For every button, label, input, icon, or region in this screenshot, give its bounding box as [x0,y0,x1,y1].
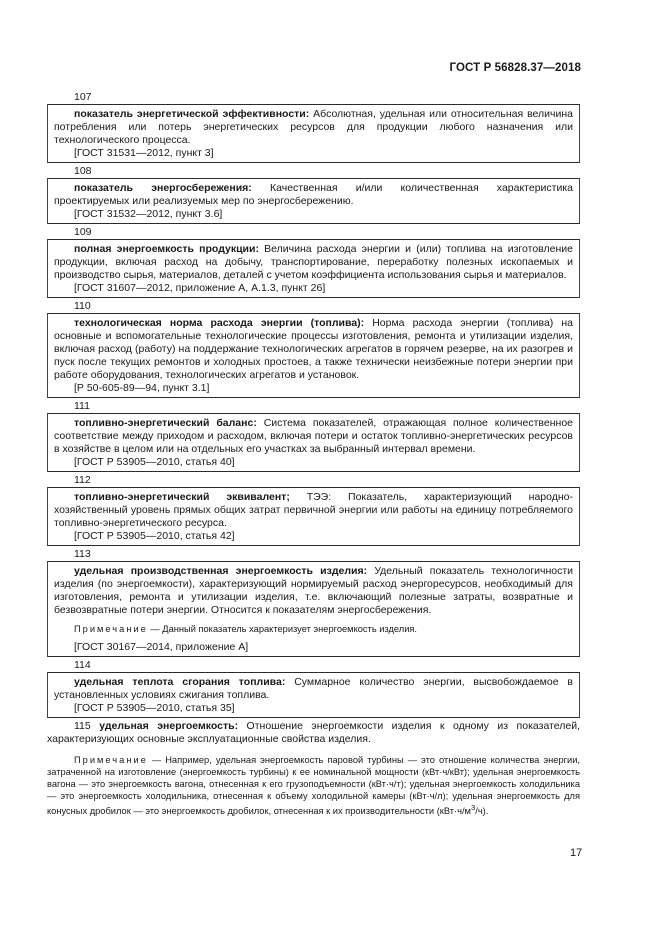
term-entry-113 [47,561,580,657]
term-definition [54,491,573,530]
term-entry-109 [47,239,580,298]
definition-text: Абсолютная, удельная или относительная величина потребления или потерь энергетических ресурсов для продукции любого назначения или технологического процесса. [54,108,574,146]
term-name: показатель энергосбережения: [74,182,252,194]
term-definition [54,417,573,456]
note-text-end: /ч). [475,806,489,817]
term-definition [54,243,573,282]
term-definition [54,108,573,147]
entry-number: 107 [74,91,92,103]
definition-text: Качественная и/или количественная характеристика проектируемых или реализуемых мер по энергосбережению. [54,182,573,207]
note-label: Примечание [74,624,148,634]
definition-text: Величина расхода энергии и (или) топлива на изготовление продукции, включая расход на добычу, транспортирование, переработку полезных ископаемых и производство сырья, материалов, деталей с учетом коэффициента использования сырья и материалов. [54,243,573,281]
term-entry-114 [47,672,580,718]
term-name: удельная энергоемкость: [99,720,239,732]
term-entry-115 [47,720,580,746]
note-label: Примечание [74,755,148,765]
term-source: [ГОСТ Р 53905—2010, статья 35] [74,702,235,714]
entry-number: 115 [74,720,91,732]
term-definition [54,676,573,702]
term-source: [ГОСТ Р 53905—2010, статья 40] [74,456,235,468]
term-entry-112 [47,487,580,546]
definition-text: Отношение энергоемкости изделия к одному из показателей, характеризующих основные эксплуатационные свойства изделия. [47,720,580,745]
definition-text: ТЭЭ: Показатель, характеризующий народно-хозяйственный уровень прямых общих затрат первичной энергии или работы на единицу потребляемого топливно-энергетического ресурса. [54,491,573,529]
term-source: [Р 50-605-89—94, пункт 3.1] [74,382,210,394]
entry-number: 111 [74,400,90,412]
term-name: удельная теплота сгорания топлива: [74,676,286,688]
entry-number: 108 [74,165,92,177]
definition-text: Норма расхода энергии (топлива) на основные и вспомогательные технологические процессы изготовления, ремонта и утилизации изделия, включая расход (работу) на поддержание технологических агрегатов в горячем резерве, на их разогрев и пуск после текущих ремонтов и холодных простоев, а также технически неизбежные потери энергии при работе оборудования, технологических агрегатов и установок. [54,317,573,381]
note-text: — Данный показатель характеризует энергоемкость изделия. [147,624,418,634]
term-name: топливно-энергетический эквивалент; [74,491,290,503]
term-source: [ГОСТ 31607—2012, приложение А, А.1.3, пункт 26] [74,282,326,294]
term-name: показатель энергетической эффективности: [74,108,310,120]
page-number: 17 [570,847,583,859]
term-source: [ГОСТ 31531—2012, пункт 3] [74,147,214,159]
entry-number: 109 [74,226,92,238]
definition-text: Удельный показатель технологичности изделия (по энергоемкости), характеризующий нормируемый расход энергоресурсов, необходимый для изготовления, ремонта и утилизации изделия, т.е. включающий полезные затраты, возвратные и безвозвратные потери энергии. Относится к показателям энергосбережения. [54,565,574,616]
superscript: 3 [470,803,476,812]
term-name: топливно-энергетический баланс: [74,417,257,429]
term-definition [54,317,573,382]
document-header: ГОСТ Р 56828.37—2018 [449,62,581,74]
term-source: [ГОСТ 31532—2012, пункт 3.6] [74,208,223,220]
terms-list [47,90,580,817]
term-entry-108 [47,178,580,224]
term-name: полная энергоемкость продукции: [74,243,259,255]
term-source: [ГОСТ Р 53905—2010, статья 42] [74,530,235,542]
term-definition [54,182,573,208]
entry-number: 110 [74,300,91,312]
term-entry-107 [47,104,580,163]
definition-text: Система показателей, отражающая полное количественное соответствие между приходом и расходом, включая потери и остаток топливно-энергетических ресурсов в хозяйстве в целом или на отдельных его участках за выбранный интервал времени. [54,417,574,455]
term-name: технологическая норма расхода энергии (топлива): [74,317,365,329]
definition-text: Суммарное количество энергии, высвобождаемое в установленных условиях сжигания топлива. [54,676,573,701]
term-entry-110 [47,313,580,398]
entry-number: 113 [74,548,91,560]
note-text: — Например, удельная энергоемкость паровой турбины — это отношение количества энергии, затраченной на изготовление (энергоемкость турбины) к ее номинальной мощности (кВт·ч/кВт); удельная энергоемкость вагона — это энергоемкость вагона, отнесенная к его грузоподъемности (кВт·ч/т); удельная энергоемкость холодильника — это энергоемкость холодильника, отнесенная к объему холодильной камеры (кВт·ч/л); удельная энергоемкость для конусных дробилок — это энергоемкость дробилок, отнесенная к их производительности (кВт·ч/м [47,755,580,817]
term-source: [ГОСТ 30167—2014, приложение А] [74,641,249,653]
entry-number: 114 [74,659,91,671]
bottom-note [47,754,580,817]
entry-number: 112 [74,474,91,486]
term-name: удельная производственная энергоемкость изделия: [74,565,368,577]
term-definition [54,565,573,617]
term-entry-111 [47,413,580,472]
term-note [54,623,573,635]
